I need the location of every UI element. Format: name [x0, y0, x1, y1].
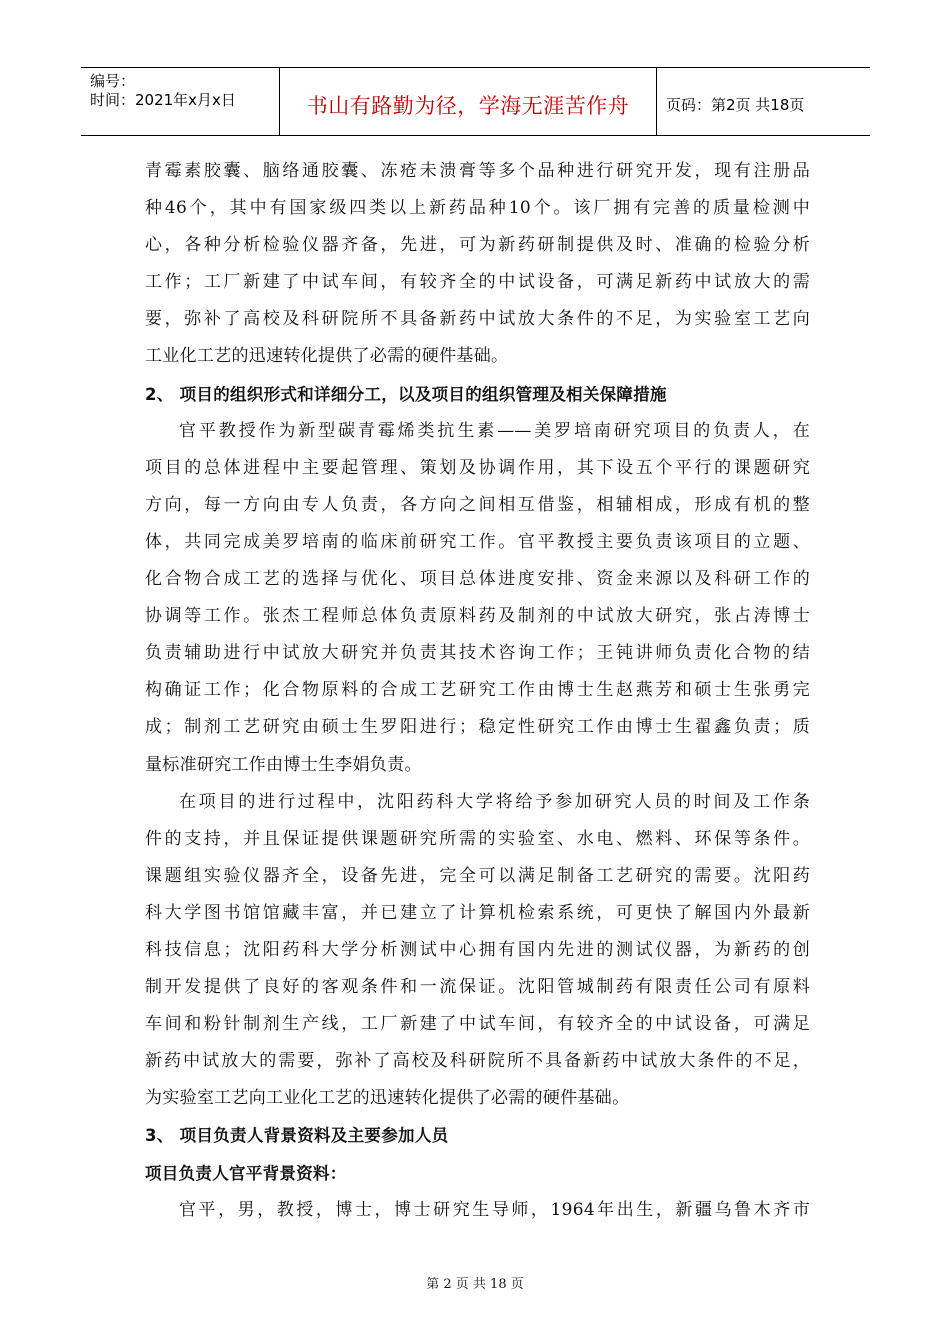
section-heading: 2、 项目的组织形式和详细分工，以及项目的组织管理及相关保障措施 [145, 384, 667, 404]
text-line: 工业化工艺的迅速转化提供了必需的硬件基础。 [145, 346, 509, 367]
text-line: 项目的总体进程中主要起管理、策划及协调作用，其下设五个平行的课题研究 [145, 457, 810, 478]
section-heading: 3、 项目负责人背景资料及主要参加人员 [145, 1126, 449, 1146]
text-line: 化合物合成工艺的选择与优化、项目总体进度安排、资金来源以及科研工作的 [145, 569, 810, 590]
text-line: 科大学图书馆馆藏丰富，并已建立了计算机检索系统，可更快了解国内外最新 [145, 902, 810, 923]
text-line: 在项目的进行过程中，沈阳药科大学将给予参加研究人员的时间及工作条 [179, 791, 810, 812]
text-line: 官平教授作为新型碳青霉烯类抗生素——美罗培南研究项目的负责人，在 [179, 420, 810, 441]
text-line: 工作；工厂新建了中试车间，有较齐全的中试设备，可满足新药中试放大的需 [145, 272, 810, 293]
document-number: 编号： [90, 72, 136, 90]
header-motto: 书山有路勤为径，学海无涯苦作舟 [280, 68, 657, 135]
text-line: 心，各种分析检验仪器齐备，先进，可为新药研制提供及时、准确的检验分析 [145, 235, 810, 256]
text-line: 车间和粉针制剂生产线，工厂新建了中试车间，有较齐全的中试设备，可满足 [145, 1014, 810, 1035]
document-body [145, 153, 810, 1229]
text-line: 课题组实验仪器齐全，设备先进，完全可以满足制备工艺研究的需要。沈阳药 [145, 865, 810, 886]
text-line: 科技信息；沈阳药科大学分析测试中心拥有国内先进的测试仪器，为新药的创 [145, 939, 810, 960]
header-meta [81, 68, 280, 135]
text-line: 构确证工作；化合物原料的合成工艺研究工作由博士生赵燕芳和硕士生张勇完 [145, 680, 810, 701]
text-line: 为实验室工艺向工业化工艺的迅速转化提供了必需的硬件基础。 [145, 1088, 630, 1109]
document-date: 时间：2021年x月x日 [90, 91, 236, 109]
subsection-heading: 项目负责人官平背景资料： [145, 1163, 347, 1183]
text-line: 体，共同完成美罗培南的临床前研究工作。官平教授主要负责该项目的立题、 [145, 531, 810, 552]
text-line: 新药中试放大的需要，弥补了高校及科研院所不具备新药中试放大条件的不足， [145, 1051, 810, 1072]
page-footer: 第 2 页 共 18 页 [426, 1277, 524, 1292]
text-line: 负责辅助进行中试放大研究并负责其技术咨询工作；王钝讲师负责化合物的结 [145, 643, 810, 664]
text-line: 成；制剂工艺研究由硕士生罗阳进行；稳定性研究工作由博士生翟鑫负责；质 [145, 717, 810, 738]
text-line: 制开发提供了良好的客观条件和一流保证。沈阳管城制药有限责任公司有原料 [145, 977, 810, 998]
text-line: 种46个，其中有国家级四类以上新药品种10个。该厂拥有完善的质量检测中 [145, 198, 810, 219]
header-page-number: 页码：第2页 共18页 [666, 96, 805, 114]
text-line: 青霉素胶囊、脑络通胶囊、冻疮未溃膏等多个品种进行研究开发，现有注册品 [145, 161, 810, 181]
text-line: 量标准研究工作由博士生李娟负责。 [145, 754, 422, 775]
text-line: 官平，男，教授，博士，博士研究生导师，1964年出生，新疆乌鲁木齐市 [179, 1199, 810, 1220]
page-header [81, 67, 870, 136]
text-line: 方向，每一方向由专人负责，各方向之间相互借鉴，相辅相成，形成有机的整 [145, 494, 810, 515]
text-line: 件的支持，并且保证提供课题研究所需的实验室、水电、燃料、环保等条件。 [145, 828, 810, 849]
text-line: 协调等工作。张杰工程师总体负责原料药及制剂的中试放大研究，张占涛博士 [145, 606, 810, 627]
text-line: 要，弥补了高校及科研院所不具备新药中试放大条件的不足，为实验室工艺向 [145, 309, 810, 330]
